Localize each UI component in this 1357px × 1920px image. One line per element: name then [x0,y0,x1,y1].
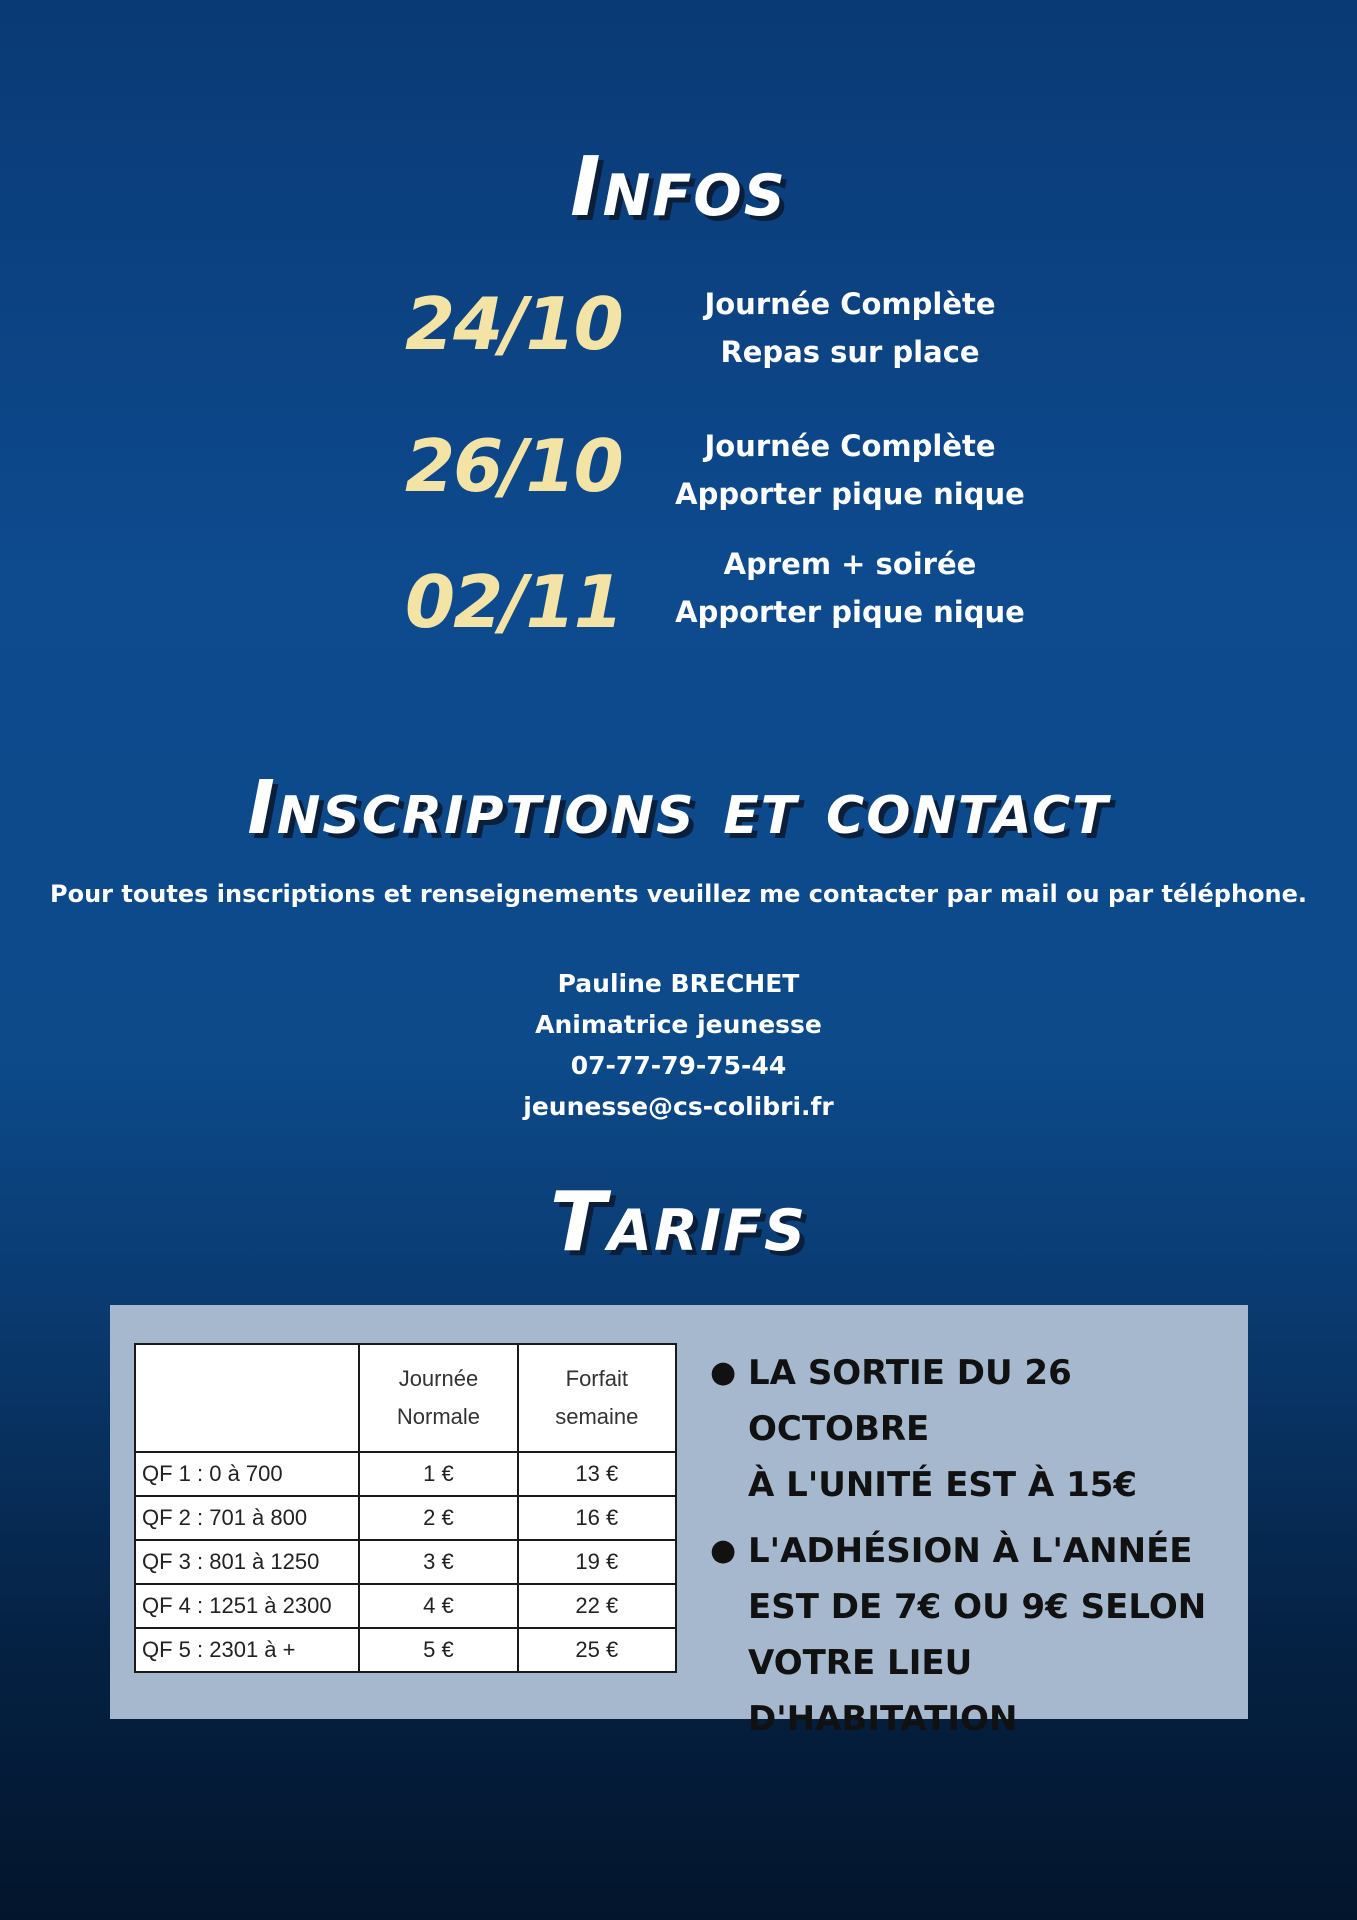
date-3-line-2: Apporter pique nique [675,595,1025,629]
infos-heading: Infos [570,140,787,235]
bullet-icon: ● [710,1533,737,1568]
note-adhesion-line-2: EST DE 7€ OU 9€ SELON [748,1587,1207,1627]
date-3-details [650,540,1050,636]
qf-cell: QF 4 : 1251 à 2300 [135,1584,359,1628]
note-adhesion-line-1: L'ADHÉSION À L'ANNÉE [748,1531,1193,1571]
bullet-icon: ● [710,1355,737,1390]
contact-intro: Pour toutes inscriptions et renseignements veuillez me contacter par mail ou par téléphone. [49,880,1308,908]
table-header-empty [135,1344,359,1452]
table-row [135,1540,676,1584]
contact-role: Animatrice jeunesse [535,1010,822,1039]
table-row [135,1496,676,1540]
date-1-line-2: Repas sur place [720,335,980,369]
date-2-line-2: Apporter pique nique [675,477,1025,511]
journee-cell: 2 € [359,1496,517,1540]
table-header-row [135,1344,676,1452]
table-row [135,1584,676,1628]
journee-cell: 4 € [359,1584,517,1628]
date-1-details [650,280,1050,376]
note-sortie [710,1345,1230,1513]
note-sortie-line-1: LA SORTIE DU 26 OCTOBRE [748,1353,1072,1449]
date-1-line-1: Journée Complète [704,287,996,321]
tarifs-heading: Tarifs [549,1175,808,1270]
date-3: 02/11 [405,560,622,644]
note-sortie-line-2: À L'UNITÉ EST À 15€ [748,1465,1138,1505]
forfait-cell: 25 € [518,1628,676,1672]
table-row [135,1452,676,1496]
date-2: 26/10 [405,424,622,508]
forfait-cell: 22 € [518,1584,676,1628]
table-header-forfait [518,1344,676,1452]
contact-heading: Inscriptions et contact [247,765,1110,851]
date-3-line-1: Aprem + soirée [723,547,977,581]
table-header-journee [359,1344,517,1452]
table-row [135,1628,676,1672]
contact-email[interactable]: jeunesse@cs-colibri.fr [523,1092,834,1121]
date-1: 24/10 [405,282,622,366]
forfait-cell: 13 € [518,1452,676,1496]
contact-details [0,963,1357,1127]
qf-cell: QF 5 : 2301 à + [135,1628,359,1672]
forfait-cell: 16 € [518,1496,676,1540]
note-adhesion-line-3: VOTRE LIEU D'HABITATION [748,1643,1018,1739]
qf-cell: QF 1 : 0 à 700 [135,1452,359,1496]
qf-cell: QF 2 : 701 à 800 [135,1496,359,1540]
header-journee-line-1: Journée [398,1366,479,1391]
journee-cell: 5 € [359,1628,517,1672]
price-table [134,1343,677,1673]
forfait-cell: 19 € [518,1540,676,1584]
journee-cell: 1 € [359,1452,517,1496]
date-2-details [650,422,1050,518]
contact-name: Pauline BRECHET [557,969,800,998]
header-forfait-line-1: Forfait [565,1366,628,1391]
note-adhesion [710,1523,1230,1747]
tarifs-panel [110,1305,1248,1739]
header-forfait-line-2: semaine [555,1404,639,1429]
header-journee-line-2: Normale [396,1404,481,1429]
contact-phone[interactable]: 07-77-79-75-44 [570,1051,787,1080]
date-2-line-1: Journée Complète [704,429,996,463]
qf-cell: QF 3 : 801 à 1250 [135,1540,359,1584]
journee-cell: 3 € [359,1540,517,1584]
